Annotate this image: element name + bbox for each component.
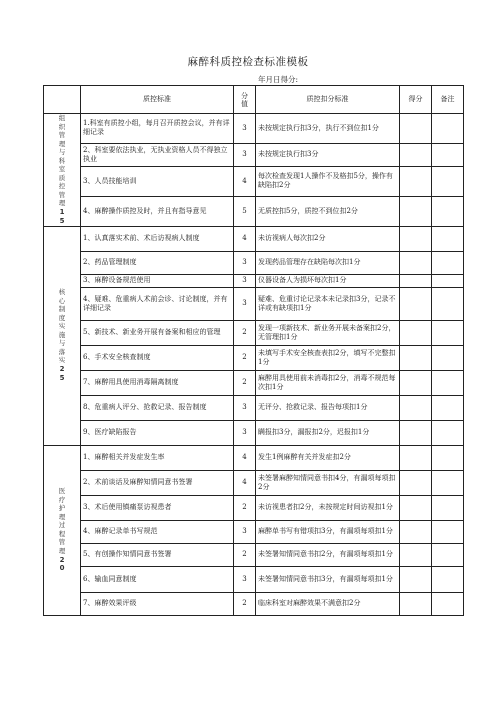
remark-cell [432, 143, 464, 166]
score-cell [400, 420, 432, 445]
table-row [44, 274, 464, 287]
remark-cell [432, 196, 464, 226]
table-row [44, 196, 464, 226]
table-row [44, 592, 464, 615]
table-header-row [44, 86, 464, 114]
date-score-line: 年月日得分: [258, 75, 299, 84]
section-label [44, 114, 81, 227]
deduction-cell: 麻醉单书写有错项扣3分，有漏项每项扣1分 [256, 520, 400, 543]
remark-cell [432, 274, 464, 287]
standard-cell: 4、疑难、危重病人术前会诊、讨论制度，并有详细记录 [81, 287, 234, 320]
standard-cell: 2、科室要依法执业，无执业资格人员不得独立执业 [81, 143, 234, 166]
score-cell [400, 320, 432, 345]
points-cell: 3 [234, 251, 256, 274]
standard-cell: 5、有创操作知情同意书签署 [81, 543, 234, 566]
section-name: 医疗护理过程管理 [58, 487, 66, 555]
points-cell: 2 [234, 370, 256, 395]
section-name: 组织管理与科室质控管理 [58, 114, 66, 207]
remark-cell [432, 320, 464, 345]
standard-cell: 7、麻醉用具使用消毒隔离制度 [81, 370, 234, 395]
remark-cell [432, 592, 464, 615]
points-cell: 4 [234, 226, 256, 251]
section-label [44, 445, 81, 615]
points-cell: 3 [234, 566, 256, 592]
deduction-cell: 发生1例麻醉有关并发症扣2分 [256, 445, 400, 470]
remark-cell [432, 251, 464, 274]
standard-cell: 7、麻醉效果评级 [81, 592, 234, 615]
remark-cell [432, 226, 464, 251]
remark-cell [432, 287, 464, 320]
section-total: 25 [59, 365, 65, 382]
points-cell: 3 [234, 520, 256, 543]
score-cell [400, 543, 432, 566]
standard-cell: 9、医疗缺陷报告 [81, 420, 234, 445]
deduction-cell: 未签署麻醉知情同意书扣4分，有漏项每项扣2分 [256, 470, 400, 495]
table-row [44, 520, 464, 543]
standard-cell: 4、麻醉操作质控及时，并且有指导意见 [81, 196, 234, 226]
section-total: 20 [59, 555, 65, 572]
deduction-cell: 无评分、抢救记录、报告每项扣1分 [256, 395, 400, 420]
standard-cell: 4、麻醉记录单书写规范 [81, 520, 234, 543]
standard-cell: 8、危重病人评分、抢救记录、报告制度 [81, 395, 234, 420]
deduction-cell: 未签署知情同意书扣2分，有漏项每项扣1分 [256, 543, 400, 566]
table-row [44, 470, 464, 495]
points-cell: 4 [234, 445, 256, 470]
deduction-cell: 未填写手术安全核查表扣2分，填写不完整扣1分 [256, 345, 400, 370]
score-cell [400, 445, 432, 470]
score-cell [400, 274, 432, 287]
deduction-cell: 麻醉用具使用前未消毒扣2分，消毒不规范每次扣1分 [256, 370, 400, 395]
remark-cell [432, 495, 464, 520]
points-cell: 2 [234, 345, 256, 370]
remark-cell [432, 370, 464, 395]
table-row [44, 543, 464, 566]
remark-cell [432, 470, 464, 495]
table-row [44, 370, 464, 395]
score-cell [400, 166, 432, 196]
points-cell: 5 [234, 196, 256, 226]
standard-cell: 1、认真落实术前、术后访视病人制度 [81, 226, 234, 251]
deduction-cell: 疑难、危重讨论记录本未记录扣3分，记录不详或有缺项扣1分 [256, 287, 400, 320]
remark-cell [432, 566, 464, 592]
score-cell [400, 470, 432, 495]
table-row [44, 566, 464, 592]
remark-cell [432, 395, 464, 420]
deduction-cell: 发现一项新技术、新业务开展未备案扣2分，无管理扣1分 [256, 320, 400, 345]
header-section-cell [44, 86, 81, 114]
quality-control-table [43, 85, 464, 616]
remark-cell [432, 420, 464, 445]
deduction-cell: 临床科室对麻醉效果不满意扣2分 [256, 592, 400, 615]
header-standard: 质控标准 [81, 86, 234, 114]
standard-cell: 2、药品管理制度 [81, 251, 234, 274]
score-cell [400, 566, 432, 592]
score-cell [400, 143, 432, 166]
standard-cell: 1.科室有质控小组，每月召开质控会议，并有详细记录 [81, 114, 234, 144]
points-cell: 3 [234, 114, 256, 144]
table-row [44, 420, 464, 445]
score-cell [400, 251, 432, 274]
remark-cell [432, 114, 464, 144]
remark-cell [432, 166, 464, 196]
points-cell: 2 [234, 320, 256, 345]
deduction-cell: 每次检查发现1人操作不及格扣5分，操作有缺陷扣2分 [256, 166, 400, 196]
remark-cell [432, 345, 464, 370]
header-points: 分 值 [234, 86, 256, 114]
table-row [44, 395, 464, 420]
points-cell: 3 [234, 420, 256, 445]
deduction-cell: 未签署知情同意书扣3分，有漏项每项扣1分 [256, 566, 400, 592]
points-cell: 3 [234, 274, 256, 287]
score-cell [400, 370, 432, 395]
table-row [44, 495, 464, 520]
points-cell: 2 [234, 592, 256, 615]
score-cell [400, 495, 432, 520]
table-row [44, 251, 464, 274]
header-remark: 备注 [432, 86, 464, 114]
score-cell [400, 345, 432, 370]
points-cell: 3 [234, 143, 256, 166]
standard-cell: 3、人员技能培训 [81, 166, 234, 196]
score-cell [400, 520, 432, 543]
score-cell [400, 114, 432, 144]
table-row [44, 143, 464, 166]
points-cell: 2 [234, 543, 256, 566]
standard-cell: 6、手术安全核查制度 [81, 345, 234, 370]
standard-cell: 3、麻醉设备规范使用 [81, 274, 234, 287]
table-row [44, 445, 464, 470]
points-cell: 2 [234, 495, 256, 520]
deduction-cell: 瞒报扣3分，漏报扣2分，迟报扣1分 [256, 420, 400, 445]
standard-cell: 2、术前谈话及麻醉知情同意书签署 [81, 470, 234, 495]
table-row [44, 166, 464, 196]
standard-cell: 6、输血同意制度 [81, 566, 234, 592]
deduction-cell: 未按规定执行扣3分 [256, 143, 400, 166]
score-cell [400, 287, 432, 320]
remark-cell [432, 445, 464, 470]
deduction-cell: 未按规定执行扣3分，执行不到位扣1分 [256, 114, 400, 144]
document-title: 麻醉科质控检查标准模板 [187, 56, 309, 68]
header-deduction: 质控扣分标准 [256, 86, 400, 114]
section-name: 核心制度实施与落实 [58, 288, 66, 365]
points-cell: 4 [234, 470, 256, 495]
points-cell: 3 [234, 287, 256, 320]
remark-cell [432, 520, 464, 543]
points-cell: 4 [234, 166, 256, 196]
standard-cell: 5、新技术、新业务开展有备案和相应的管理 [81, 320, 234, 345]
standard-cell: 1、麻醉相关并发症发生率 [81, 445, 234, 470]
score-cell [400, 196, 432, 226]
deduction-cell: 未访视病人每次扣2分 [256, 226, 400, 251]
score-cell [400, 395, 432, 420]
table-row [44, 320, 464, 345]
table-row [44, 226, 464, 251]
deduction-cell: 发现药品管理存在缺陷每次扣1分 [256, 251, 400, 274]
table-row [44, 287, 464, 320]
table-row [44, 345, 464, 370]
table-row [44, 114, 464, 144]
points-cell: 3 [234, 395, 256, 420]
section-total: 15 [59, 208, 65, 225]
section-label [44, 226, 81, 445]
header-score: 得分 [400, 86, 432, 114]
score-cell [400, 226, 432, 251]
remark-cell [432, 543, 464, 566]
deduction-cell: 未访视患者扣2分，未按规定时间访视扣1分 [256, 495, 400, 520]
deduction-cell: 仪器设备人为损坏每次扣1分 [256, 274, 400, 287]
standard-cell: 3、术后使用镇痛泵访视患者 [81, 495, 234, 520]
score-cell [400, 592, 432, 615]
deduction-cell: 无质控扣5分，质控不到位扣2分 [256, 196, 400, 226]
